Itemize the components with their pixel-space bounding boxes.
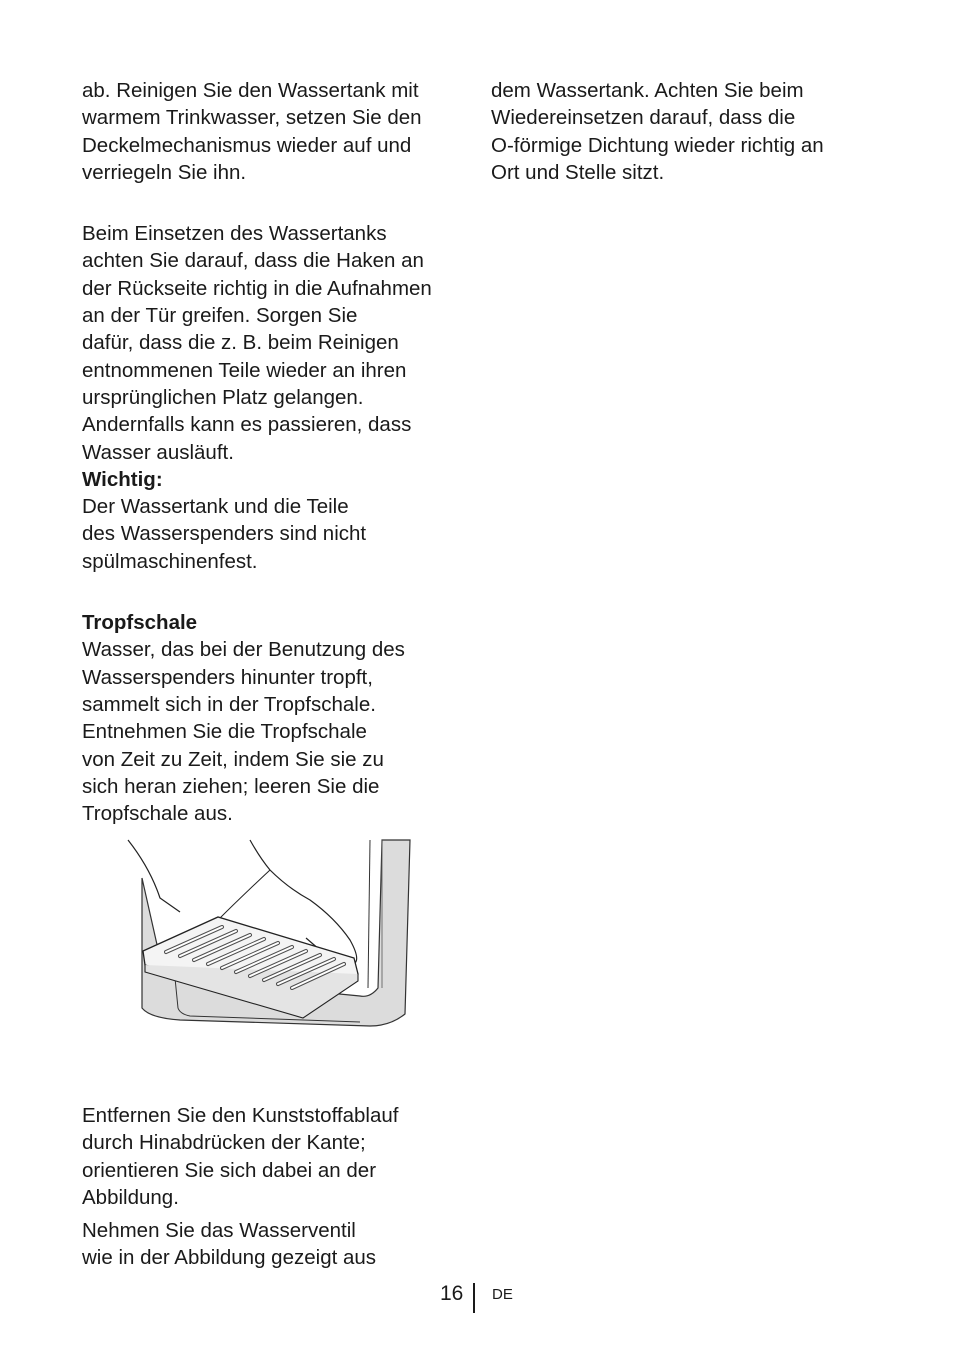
important-note <box>82 466 462 575</box>
text-line: Wasserspenders hinunter tropft, <box>82 665 373 689</box>
text-line: O-förmige Dichtung wieder richtig an <box>491 133 824 157</box>
text-line: Nehmen Sie das Wasserventil <box>82 1219 356 1243</box>
text-line: der Rückseite richtig in die Aufnahmen <box>82 276 432 300</box>
footer-divider <box>473 1283 475 1313</box>
right-column <box>491 77 871 186</box>
text-line: Wasser, das bei der Benutzung des <box>82 638 405 662</box>
text-line: Wasser ausläuft. <box>82 440 234 464</box>
text-line: orientieren Sie sich dabei an der <box>82 1158 377 1182</box>
text-line: an der Tür greifen. Sorgen Sie <box>82 304 358 328</box>
text-line: dem Wassertank. Achten Sie beim <box>491 79 804 102</box>
text-line: ursprünglichen Platz gelangen. <box>82 385 364 409</box>
text-line: sammelt sich in der Tropfschale. <box>82 692 376 716</box>
text-line: Entfernen Sie den Kunststoffablauf <box>82 1104 399 1127</box>
paragraph-remove-drain <box>82 1102 462 1211</box>
paragraph-remove-valve <box>82 1217 462 1272</box>
paragraph-seal <box>491 77 871 186</box>
text-line: von Zeit zu Zeit, indem Sie sie zu <box>82 747 384 771</box>
text-line: des Wasserspenders sind nicht <box>82 522 367 546</box>
text-line: wie in der Abbildung gezeigt aus <box>82 1246 377 1270</box>
text-line: Wiedereinsetzen darauf, dass die <box>491 106 796 130</box>
page-number: 16 <box>440 1282 464 1305</box>
drip-tray-illustration <box>120 838 412 1034</box>
text-line: durch Hinabdrücken der Kante; <box>82 1131 366 1155</box>
important-heading: Wichtig: <box>82 467 163 491</box>
text-line: sich heran ziehen; leeren Sie die <box>82 774 380 798</box>
text-line: Deckelmechanismus wieder auf und <box>82 133 412 157</box>
text-line: Der Wassertank und die Teile <box>82 495 349 519</box>
text-line: Andernfalls kann es passieren, dass <box>82 413 412 437</box>
paragraph-tank-cleaning <box>82 77 462 186</box>
text-line: entnommenen Teile wieder an ihren <box>82 358 407 382</box>
left-column <box>82 77 462 827</box>
left-column-bottom <box>82 1102 462 1272</box>
paragraph-tank-insertion <box>82 220 462 466</box>
text-line: verriegeln Sie ihn. <box>82 160 247 184</box>
text-line: spülmaschinenfest. <box>82 549 258 573</box>
text-line: Entnehmen Sie die Tropfschale <box>82 720 367 744</box>
text-line: Ort und Stelle sitzt. <box>491 160 665 184</box>
text-line: Beim Einsetzen des Wassertanks <box>82 222 387 246</box>
text-line: warmem Trinkwasser, setzen Sie den <box>82 106 422 130</box>
section-drip-tray <box>82 609 462 827</box>
text-line: Tropfschale aus. <box>82 802 233 826</box>
text-line: Abbildung. <box>82 1185 179 1209</box>
section-heading: Tropfschale <box>82 611 198 635</box>
text-line: dafür, dass die z. B. beim Reinigen <box>82 331 399 355</box>
text-line: achten Sie darauf, dass die Haken an <box>82 249 424 273</box>
language-code: DE <box>492 1286 513 1303</box>
text-line: ab. Reinigen Sie den Wassertank mit <box>82 79 419 102</box>
